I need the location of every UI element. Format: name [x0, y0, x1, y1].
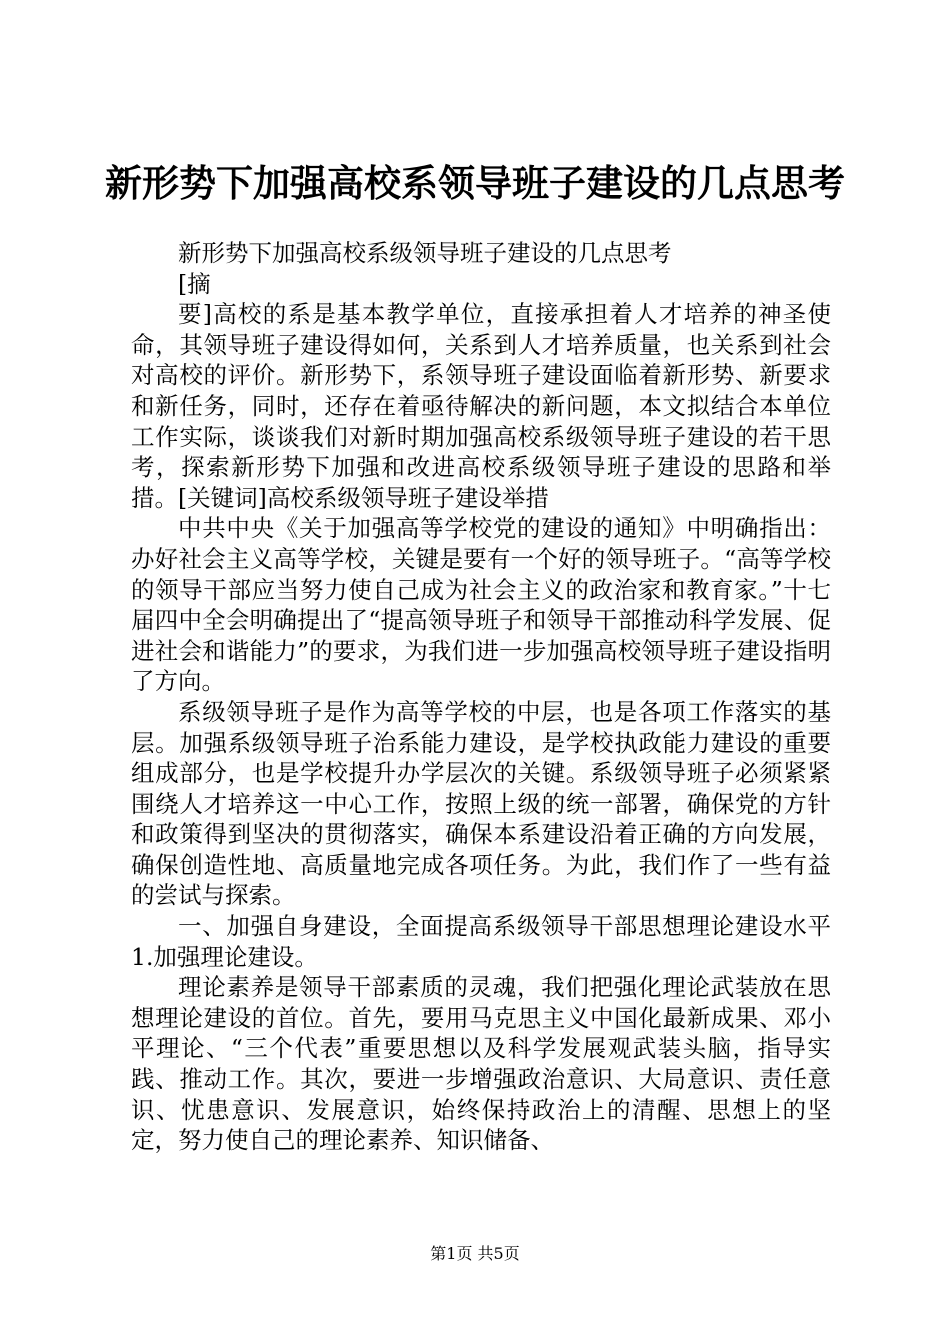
body-paragraph: 理论素养是领导干部素质的灵魂，我们把强化理论武装放在思想理论建设的首位。首先，要用马克思主义中国化最新成果、邓小平理论、“三个代表”重要思想以及科学发展观武装头脑，指导实践、推动工作。其次，要进一步增强政治意识、大局意识、责任意识、忧患意识、发展意识，始终保持政治上的清醒、思想上的坚定，努力使自己的理论素养、知识储备、 [131, 973, 831, 1155]
page-number-footer: 第1页 共5页 [430, 1244, 520, 1263]
abstract-label-paragraph: [摘 [178, 269, 211, 298]
section-heading-paragraph: 一、加强自身建设，全面提高系级领导干部思想理论建设水平1.加强理论建设。 [131, 912, 831, 971]
document-title: 新形势下加强高校系领导班子建设的几点思考 [105, 161, 845, 205]
body-paragraph: 中共中央《关于加强高等学校党的建设的通知》中明确指出：办好社会主义高等学校，关键是要有一个好的领导班子。“高等学校的领导干部应当努力使自己成为社会主义的政治家和教育家。”十七届四中全会明确提出了“提高领导班子和领导干部推动科学发展、促进社会和谐能力”的要求，为我们进一步加强高校领导班子建设指明了方向。 [131, 514, 831, 696]
document-body [131, 238, 831, 1156]
abstract-paragraph: 要]高校的系是基本教学单位，直接承担着人才培养的神圣使命，其领导班子建设得如何，关系到人才培养质量，也关系到社会对高校的评价。新形势下，系领导班子建设面临着新形势、新要求和新任务，同时，还存在着亟待解决的新问题，本文拟结合本单位工作实际，谈谈我们对新时期加强高校系级领导班子建设的若干思考，探索新形势下加强和改进高校系级领导班子建设的思路和举措。[关键词]高校系级领导班子建设举措 [131, 300, 831, 512]
body-paragraph: 系级领导班子是作为高等学校的中层，也是各项工作落实的基层。加强系级领导班子治系能力建设，是学校执政能力建设的重要组成部分，也是学校提升办学层次的关键。系级领导班子必须紧紧围绕人才培养这一中心工作，按照上级的统一部署，确保党的方针和政策得到坚决的贯彻落实，确保本系建设沿着正确的方向发展，确保创造性地、高质量地完成各项任务。为此，我们作了一些有益的尝试与探索。 [131, 697, 831, 910]
subtitle-paragraph: 新形势下加强高校系级领导班子建设的几点思考 [178, 239, 672, 267]
